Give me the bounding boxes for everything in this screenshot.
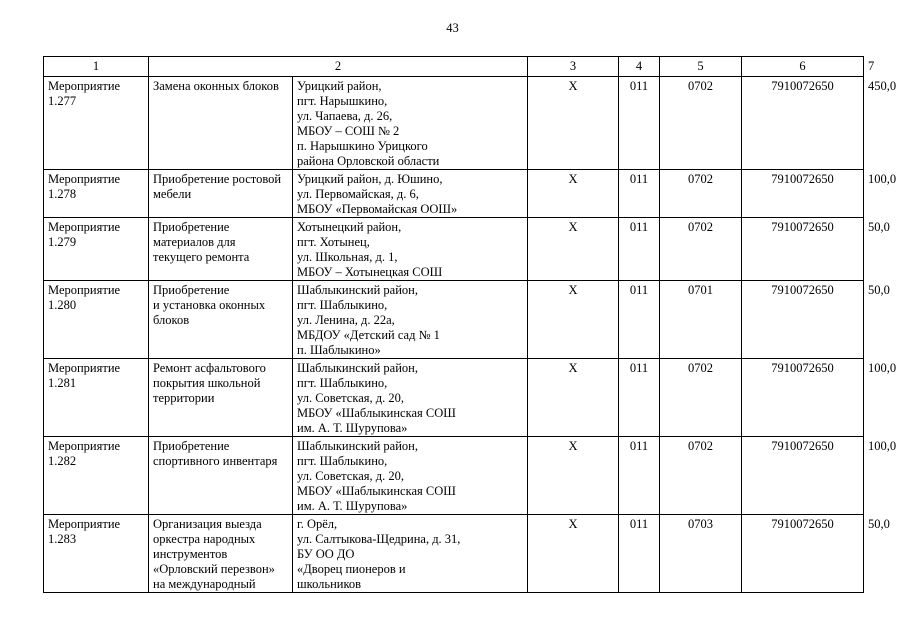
- address-cell-line: МБДОУ «Детский сад № 1: [297, 328, 440, 342]
- address-cell-line: пгт. Шаблыкино,: [297, 298, 388, 312]
- col3-cell: X: [528, 170, 619, 218]
- measure-name-cell-line: мебели: [153, 187, 192, 201]
- col5-cell: 0703: [660, 515, 742, 593]
- measure-cell-line: 1.278: [48, 187, 77, 201]
- address-cell-line: МБОУ – Хотынецкая СОШ: [297, 265, 443, 279]
- measures-table: [43, 56, 897, 593]
- measure-name-cell: [149, 218, 293, 281]
- col3-cell: X: [528, 77, 619, 170]
- measure-name-cell-line: Ремонт асфальтового: [153, 361, 266, 375]
- measure-name-cell-line: материалов для: [153, 235, 236, 249]
- measure-cell-line: 1.277: [48, 94, 77, 108]
- measure-cell-line: Мероприятие: [48, 361, 121, 375]
- col5-cell: 0702: [660, 437, 742, 515]
- col6-cell: 7910072650: [742, 170, 864, 218]
- measure-name-cell: [149, 281, 293, 359]
- address-cell-line: п. Нарышкино Урицкого: [297, 139, 428, 153]
- measure-cell: [44, 218, 149, 281]
- col4-cell: 011: [619, 170, 660, 218]
- col3-cell: X: [528, 359, 619, 437]
- address-cell-line: района Орловской области: [297, 154, 440, 168]
- col4-cell: 011: [619, 515, 660, 593]
- address-cell-line: пгт. Хотынец,: [297, 235, 370, 249]
- col6-cell: 7910072650: [742, 515, 864, 593]
- measure-cell-line: Мероприятие: [48, 439, 121, 453]
- measure-name-cell-line: на международный: [153, 577, 256, 591]
- table-row: Мероприятие 1.283 Организация выезда оркестра народных инструментов «Орловский перезвон» на международный г. Орёл, ул. Салтыкова-Щедрина, д. 31, БУ ОО ДО «Дворец пионеров и школьников X 011 0703 7910072650 50,0: [44, 515, 864, 593]
- address-cell-line: Шаблыкинский район,: [297, 361, 418, 375]
- address-cell-line: г. Орёл,: [297, 517, 338, 531]
- address-cell-line: пгт. Шаблыкино,: [297, 454, 388, 468]
- measure-name-cell-line: оркестра народных: [153, 532, 256, 546]
- address-cell-line: им. А. Т. Шурупова»: [297, 421, 408, 435]
- address-cell-line: Урицкий район,: [297, 79, 382, 93]
- table-row: Мероприятие 1.282 Приобретение спортивного инвентаря Шаблыкинский район, пгт. Шаблыкино, ул. Советская, д. 20, МБОУ «Шаблыкинская СОШ им. А. Т. Шурупова» X 011 0702 7910072650 100,0: [44, 437, 864, 515]
- header-row: 1 2 3 4 5 6 7: [44, 57, 864, 77]
- measure-name-cell-line: и установка оконных: [153, 298, 266, 312]
- header-col-4: 4: [619, 57, 660, 77]
- table-row: Мероприятие 1.279 Приобретение материалов для текущего ремонта Хотынецкий район, пгт. Хотынец, ул. Школьная, д. 1, МБОУ – Хотынецкая СОШ X 011 0702 7910072650 50,0: [44, 218, 864, 281]
- address-cell-line: им. А. Т. Шурупова»: [297, 499, 408, 513]
- col3-cell: X: [528, 218, 619, 281]
- measure-cell: [44, 359, 149, 437]
- address-cell-line: п. Шаблыкино»: [297, 343, 381, 357]
- measure-name-cell-line: блоков: [153, 313, 190, 327]
- address-cell-line: Урицкий район, д. Юшино,: [297, 172, 443, 186]
- col6-cell: 7910072650: [742, 218, 864, 281]
- measure-cell-line: 1.279: [48, 235, 77, 249]
- col6-cell: 7910072650: [742, 437, 864, 515]
- measure-cell: [44, 77, 149, 170]
- measure-cell-line: Мероприятие: [48, 172, 121, 186]
- col4-cell: 011: [619, 218, 660, 281]
- header-col-3: 3: [528, 57, 619, 77]
- measure-name-cell-line: покрытия школьной: [153, 376, 261, 390]
- col4-cell: 011: [619, 359, 660, 437]
- address-cell-line: БУ ОО ДО: [297, 547, 355, 561]
- measure-name-cell-line: Приобретение: [153, 283, 230, 297]
- col3-cell: X: [528, 437, 619, 515]
- measure-name-cell: [149, 359, 293, 437]
- col3-cell: X: [528, 281, 619, 359]
- address-cell-line: ул. Ленина, д. 22а,: [297, 313, 395, 327]
- address-cell-line: ул. Советская, д. 20,: [297, 391, 404, 405]
- header-col-6: 6: [742, 57, 864, 77]
- header-col-1: 1: [44, 57, 149, 77]
- table-row: Мероприятие 1.280 Приобретение и установка оконных блоков Шаблыкинский район, пгт. Шаблыкино, ул. Ленина, д. 22а, МБДОУ «Детский сад № 1 п. Шаблыкино» X 011 0701 7910072650 50,0: [44, 281, 864, 359]
- table-body: [44, 77, 897, 593]
- measure-name-cell-line: спортивного инвентаря: [153, 454, 278, 468]
- measure-name-cell-line: Организация выезда: [153, 517, 262, 531]
- address-cell-line: школьников: [297, 577, 362, 591]
- measure-name-cell: [149, 437, 293, 515]
- address-cell: [293, 170, 528, 218]
- address-cell-line: ул. Чапаева, д. 26,: [297, 109, 393, 123]
- col5-cell: 0702: [660, 77, 742, 170]
- table-row: Мероприятие 1.277 Замена оконных блоков Урицкий район, пгт. Нарышкино, ул. Чапаева, д. 26, МБОУ – СОШ № 2 п. Нарышкино Урицкого района Орловской области X 011 0702 7910072650 450,0: [44, 77, 864, 170]
- address-cell-line: пгт. Шаблыкино,: [297, 376, 388, 390]
- page-number: 43: [446, 21, 459, 35]
- address-cell-line: МБОУ «Первомайская ООШ»: [297, 202, 458, 216]
- address-cell-line: Шаблыкинский район,: [297, 439, 418, 453]
- measure-name-cell-line: Приобретение: [153, 220, 230, 234]
- header-col-5: 5: [660, 57, 742, 77]
- address-cell: [293, 359, 528, 437]
- address-cell-line: Шаблыкинский район,: [297, 283, 418, 297]
- table-row: Мероприятие 1.278 Приобретение ростовой мебели Урицкий район, д. Юшино, ул. Первомайская, д. 6, МБОУ «Первомайская ООШ» X 011 0702 7910072650 100,0: [44, 170, 864, 218]
- measure-name-cell: [149, 170, 293, 218]
- measure-cell-line: 1.281: [48, 376, 77, 390]
- address-cell-line: ул. Школьная, д. 1,: [297, 250, 398, 264]
- col5-cell: 0702: [660, 170, 742, 218]
- measure-name-cell: [149, 77, 293, 170]
- measure-cell: [44, 170, 149, 218]
- measure-name-cell-line: «Орловский перезвон»: [153, 562, 275, 576]
- col4-cell: 011: [619, 281, 660, 359]
- address-cell: [293, 218, 528, 281]
- measure-cell-line: 1.282: [48, 454, 77, 468]
- address-cell-line: МБОУ «Шаблыкинская СОШ: [297, 484, 456, 498]
- address-cell-line: «Дворец пионеров и: [297, 562, 406, 576]
- measure-cell: [44, 515, 149, 593]
- address-cell-line: Хотынецкий район,: [297, 220, 402, 234]
- address-cell-line: МБОУ «Шаблыкинская СОШ: [297, 406, 456, 420]
- address-cell: [293, 281, 528, 359]
- measure-name-cell-line: текущего ремонта: [153, 250, 250, 264]
- measure-cell-line: Мероприятие: [48, 220, 121, 234]
- measure-cell-line: 1.280: [48, 298, 77, 312]
- measure-name-cell-line: территории: [153, 391, 215, 405]
- measure-cell: [44, 281, 149, 359]
- measure-cell-line: Мероприятие: [48, 79, 121, 93]
- address-cell-line: ул. Салтыкова-Щедрина, д. 31,: [297, 532, 461, 546]
- col4-cell: 011: [619, 77, 660, 170]
- col6-cell: 7910072650: [742, 281, 864, 359]
- address-cell-line: ул. Первомайская, д. 6,: [297, 187, 419, 201]
- header-col-2: 2: [149, 57, 528, 77]
- table-row: Мероприятие 1.281 Ремонт асфальтового покрытия школьной территории Шаблыкинский район, пгт. Шаблыкино, ул. Советская, д. 20, МБОУ «Шаблыкинская СОШ им. А. Т. Шурупова» X 011 0702 7910072650 100,0: [44, 359, 864, 437]
- address-cell: [293, 77, 528, 170]
- address-cell-line: ул. Советская, д. 20,: [297, 469, 404, 483]
- measure-name-cell: [149, 515, 293, 593]
- col6-cell: 7910072650: [742, 77, 864, 170]
- address-cell: [293, 437, 528, 515]
- measure-cell-line: Мероприятие: [48, 517, 121, 531]
- measure-cell-line: Мероприятие: [48, 283, 121, 297]
- measure-name-cell-line: Приобретение ростовой: [153, 172, 282, 186]
- col5-cell: 0702: [660, 218, 742, 281]
- address-cell: [293, 515, 528, 593]
- col3-cell: X: [528, 515, 619, 593]
- address-cell-line: пгт. Нарышкино,: [297, 94, 388, 108]
- col6-cell: 7910072650: [742, 359, 864, 437]
- measure-cell-line: 1.283: [48, 532, 77, 546]
- measure-cell: [44, 437, 149, 515]
- measure-name-cell-line: инструментов: [153, 547, 228, 561]
- address-cell-line: МБОУ – СОШ № 2: [297, 124, 400, 138]
- measure-name-cell-line: Приобретение: [153, 439, 230, 453]
- col4-cell: 011: [619, 437, 660, 515]
- col5-cell: 0702: [660, 359, 742, 437]
- measure-name-cell-line: Замена оконных блоков: [153, 79, 279, 93]
- col5-cell: 0701: [660, 281, 742, 359]
